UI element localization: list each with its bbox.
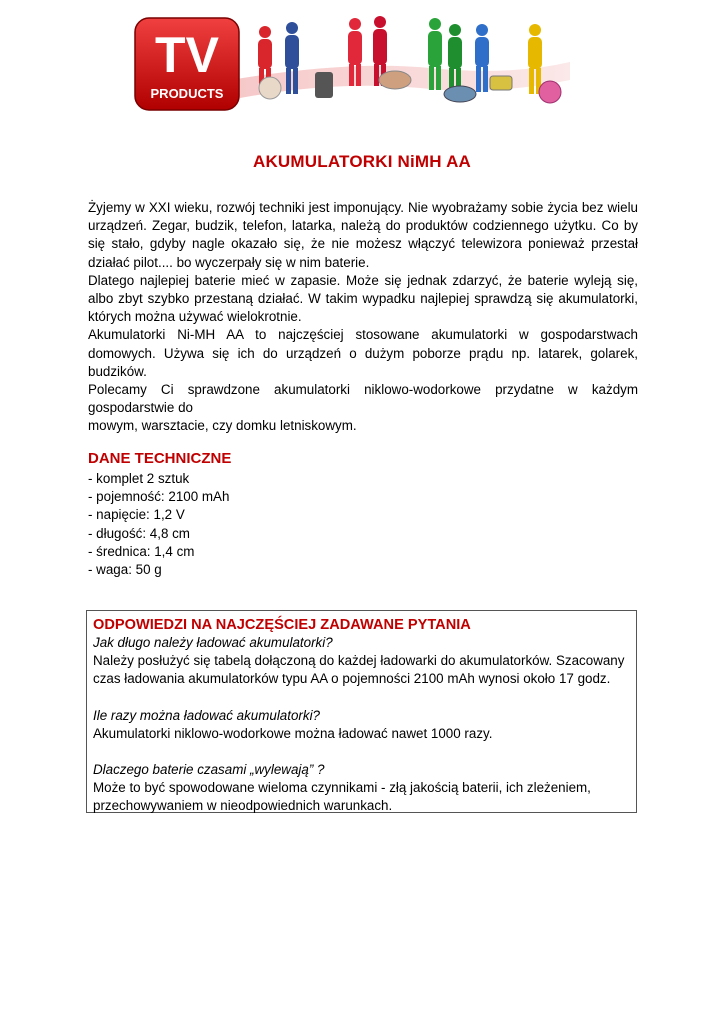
- tv-products-logo: [135, 18, 239, 110]
- tv-products-banner-graphic: [130, 10, 575, 115]
- intro-text: [88, 199, 638, 436]
- faq-question: Jak długo należy ładować akumulatorki?: [93, 635, 333, 650]
- spec-item: - napięcie: 1,2 V: [88, 507, 185, 523]
- intro-paragraph: mowym, warsztacie, czy domku letniskowym.: [88, 418, 357, 434]
- svg-text:PRODUCTS: PRODUCTS: [150, 86, 224, 101]
- spec-item: - długość: 4,8 cm: [88, 525, 190, 541]
- header-banner: [130, 10, 575, 115]
- faq-answer: Może to być spowodowane wieloma czynnikami - złą jakością baterii, ich zleżeniem, przechowywaniem w nieodpowiednich warunkach.: [93, 780, 591, 814]
- svg-text:TV: TV: [155, 27, 219, 83]
- intro-paragraph: Żyjemy w XXI wieku, rozwój techniki jest imponujący. Nie wyobrażamy sobie życia bez wielu urządzeń. Zegar, budzik, telefon, latarka, należą do produktów codziennego użytku. Co by się stało, gdyby nagle okazało się, że nie możesz włączyć telewizora ponieważ przestał działać pilot.... bo wyczerpały się w nim baterie.: [88, 200, 638, 270]
- faq-spacer: [93, 743, 630, 761]
- spec-item: - średnica: 1,4 cm: [88, 543, 195, 559]
- faq-heading: ODPOWIEDZI NA NAJCZĘŚCIEJ ZADAWANE PYTANIA: [93, 617, 471, 633]
- spec-item: - pojemność: 2100 mAh: [88, 489, 230, 505]
- faq-answer: Akumulatorki niklowo-wodorkowe można ładować nawet 1000 razy.: [93, 725, 493, 741]
- page-title: AKUMULATORKI NiMH AA: [252, 152, 472, 171]
- spec-item: - komplet 2 sztuk: [88, 471, 190, 486]
- faq-spacer: [93, 689, 630, 707]
- specs-list: [88, 470, 229, 579]
- faq-question: Ile razy można ładować akumulatorki?: [93, 707, 321, 723]
- intro-paragraph: Polecamy Ci sprawdzone akumulatorki niklowo-wodorkowe przydatne w każdym gospodarstwie do: [88, 382, 638, 416]
- faq-box: [86, 610, 637, 813]
- specs-heading: DANE TECHNICZNE: [88, 450, 232, 467]
- intro-paragraph: Akumulatorki Ni-MH AA to najczęściej stosowane akumulatorki w gospodarstwach domowych. Używa się ich do urządzeń o dużym poborze prądu np. latarek, golarek, budzików.: [88, 327, 638, 379]
- faq-question: Dlaczego baterie czasami „wylewają” ?: [93, 762, 325, 778]
- spec-item: - waga: 50 g: [88, 562, 162, 578]
- faq-answer: Należy posłużyć się tabelą dołączoną do każdej ładowarki do akumulatorków. Szacowany czas ładowania akumulatorków typu AA o pojemności 2100 mAh wynosi około 17 godz.: [93, 653, 625, 687]
- intro-paragraph: Dlatego najlepiej baterie mieć w zapasie. Może się jednak zdarzyć, że baterie wyleją się, albo zbyt szybko przestaną działać. W takim wypadku najlepiej sprawdzą się akumulatorki, których można używać wielokrotnie.: [88, 272, 638, 325]
